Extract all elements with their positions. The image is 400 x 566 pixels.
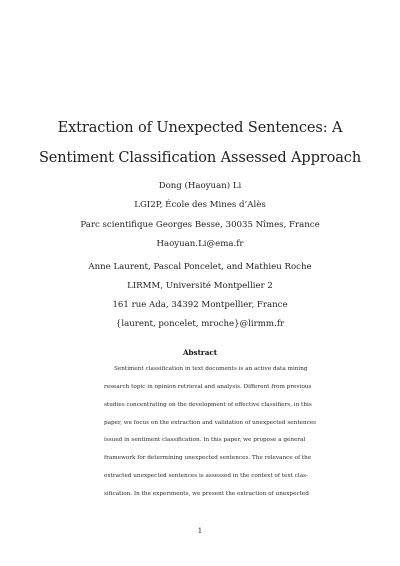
author2-email: {laurent, poncelet, mroche}@lirmm.fr [115,319,285,329]
abstract-heading: Abstract [182,348,218,357]
author2-affiliation: LIRMM, Université Montpellier 2 [127,281,273,291]
author1-email: Haoyuan.Li@ema.fr [156,239,244,249]
abstract-line: paper, we focus on the extraction and validation of unexpected sentences [104,420,317,426]
author1-name: Dong (Haoyuan) Li [158,181,242,191]
author2-address: 161 rue Ada, 34392 Montpellier, France [112,300,288,310]
abstract-line: studies concentrating on the development of effective classifiers, in this [104,402,312,408]
title-line-1: Extraction of Unexpected Sentences: A [57,120,343,136]
abstract-line: research topic in opinion retrieval and analysis. Different from previous [104,384,312,390]
abstract-line: extracted unexpected sentences is assessed in the context of text clas- [104,473,308,479]
title-line-2: Sentiment Classification Assessed Approach [38,150,362,166]
abstract-line: sification. In the experiments, we present the extraction of unexpected [104,491,309,497]
page-number: 1 [197,527,203,535]
abstract-line: issued in sentiment classification. In this paper, we propose a general [104,437,306,443]
abstract-line: Sentiment classification in text documents is an active data mining [114,366,308,372]
author1-affiliation: LGI2P, École des Mines d’Alès [134,200,266,210]
author1-address: Parc scientifique Georges Besse, 30035 Nîmes, France [80,220,320,230]
abstract-line: framework for determining unexpected sentences. The relevance of the [104,455,312,461]
author2-names: Anne Laurent, Pascal Poncelet, and Mathieu Roche [88,262,312,272]
